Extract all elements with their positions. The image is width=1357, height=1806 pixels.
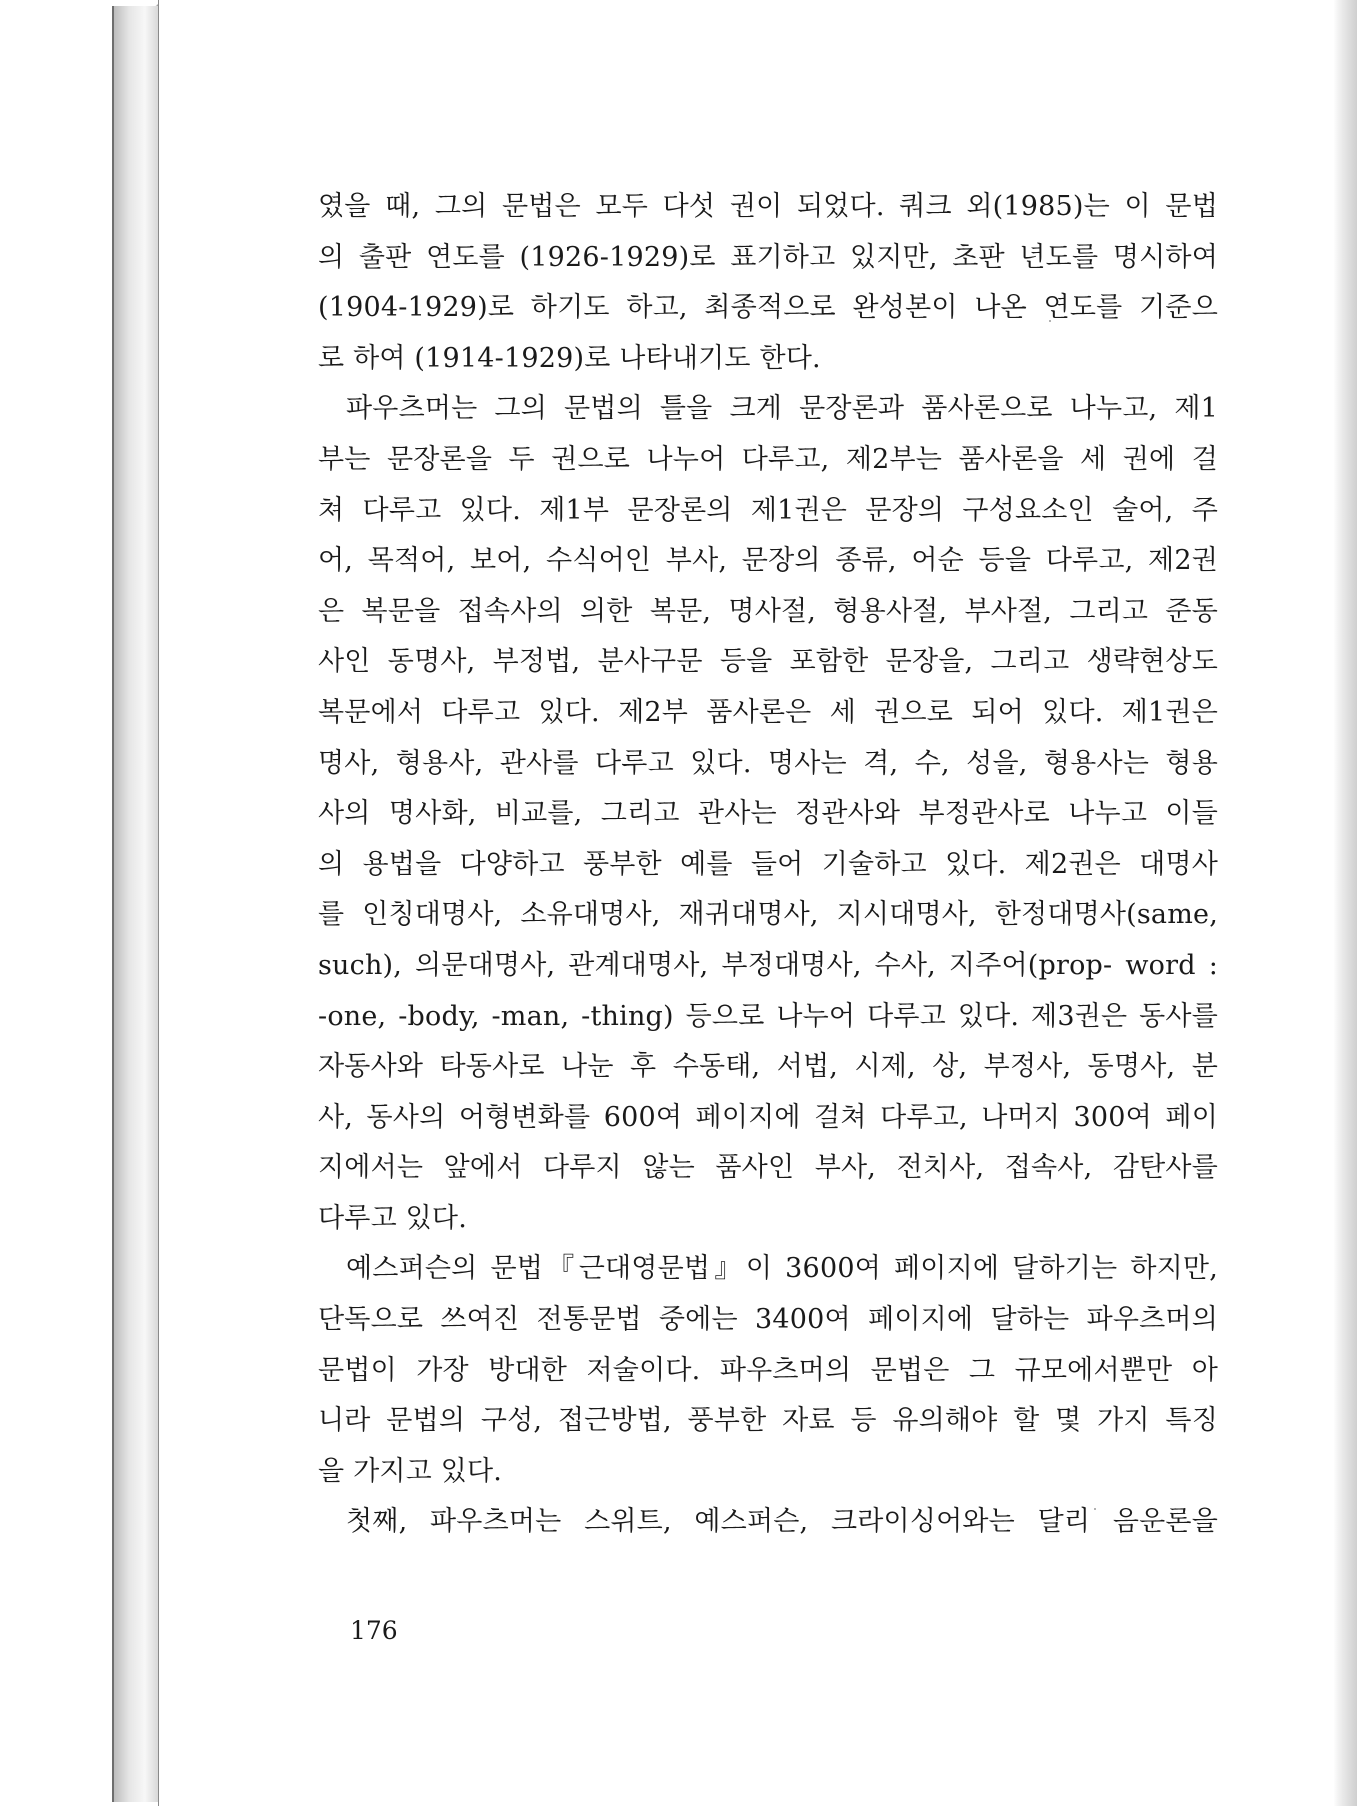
text-line: 문법이 가장 방대한 저술이다. 파우츠머의 문법은 그 규모에서뿐만 아: [318, 1354, 1218, 1386]
text-line: 를 인칭대명사, 소유대명사, 재귀대명사, 지시대명사, 한정대명사(same,: [318, 899, 1218, 931]
page-number: 176: [350, 1616, 398, 1645]
text-line: 지에서는 앞에서 다루지 않는 품사인 부사, 전치사, 접속사, 감탄사를: [318, 1152, 1218, 1184]
text-line: 명사, 형용사, 관사를 다루고 있다. 명사는 격, 수, 성을, 형용사는 형용: [318, 747, 1218, 779]
text-line: 어, 목적어, 보어, 수식어인 부사, 문장의 종류, 어순 등을 다루고, 제2권: [318, 545, 1218, 577]
text-line: 니라 문법의 구성, 접근방법, 풍부한 자료 등 유의해야 할 몇 가지 특징: [318, 1405, 1218, 1437]
text-line: 파우츠머는 그의 문법의 틀을 크게 문장론과 품사론으로 나누고, 제1: [346, 393, 1218, 425]
book-spine-edge: [112, 6, 158, 1802]
text-line: 의 용법을 다양하고 풍부한 예를 들어 기술하고 있다. 제2권은 대명사: [318, 848, 1218, 880]
text-line: (1904-1929)로 하기도 하고, 최종적으로 완성본이 나온 연도를 기준으: [318, 292, 1218, 324]
text-line: 사의 명사화, 비교를, 그리고 관사는 정관사와 부정관사로 나누고 이들: [318, 798, 1218, 830]
text-line: 부는 문장론을 두 권으로 나누어 다루고, 제2부는 품사론을 세 권에 걸: [318, 443, 1218, 475]
body-text: [318, 182, 1218, 1548]
text-line: 을 가지고 있다.: [318, 1455, 503, 1487]
text-line: 첫째, 파우츠머는 스위트, 예스퍼슨, 크라이싱어와는 달리 음운론을: [346, 1506, 1218, 1538]
text-line: 사, 동사의 어형변화를 600여 페이지에 걸쳐 다루고, 나머지 300여 페이: [318, 1101, 1218, 1133]
text-line: 로 하여 (1914-1929)로 나타내기도 한다.: [318, 342, 821, 374]
text-line: 은 복문을 접속사의 의한 복문, 명사절, 형용사절, 부사절, 그리고 준동: [318, 595, 1218, 627]
page-right-shadow: [1333, 0, 1357, 1806]
text-line: 자동사와 타동사로 나눈 후 수동태, 서법, 시제, 상, 부정사, 동명사, 분: [318, 1051, 1218, 1083]
text-line: -one, -body, -man, -thing) 등으로 나누어 다루고 있다. 제3권은 동사를: [318, 1000, 1218, 1032]
text-line: 였을 때, 그의 문법은 모두 다섯 권이 되었다. 쿼크 외(1985)는 이 문법: [318, 191, 1218, 222]
text-line: 의 출판 연도를 (1926-1929)로 표기하고 있지만, 초판 년도를 명시하여: [318, 241, 1218, 273]
text-line: 복문에서 다루고 있다. 제2부 품사론은 세 권으로 되어 있다. 제1권은: [318, 696, 1218, 728]
text-line: 다루고 있다.: [318, 1202, 467, 1234]
text-line: such), 의문대명사, 관계대명사, 부정대명사, 수사, 지주어(prop- word :: [318, 949, 1218, 981]
text-line: 쳐 다루고 있다. 제1부 문장론의 제1권은 문장의 구성요소인 술어, 주: [318, 494, 1218, 526]
text-line: 사인 동명사, 부정법, 분사구문 등을 포함한 문장을, 그리고 생략현상도: [318, 646, 1218, 678]
text-line: 예스퍼슨의 문법『근대영문법』이 3600여 페이지에 달하기는 하지만,: [346, 1253, 1218, 1285]
text-line: 단독으로 쓰여진 전통문법 중에는 3400여 페이지에 달하는 파우츠머의: [318, 1304, 1218, 1336]
